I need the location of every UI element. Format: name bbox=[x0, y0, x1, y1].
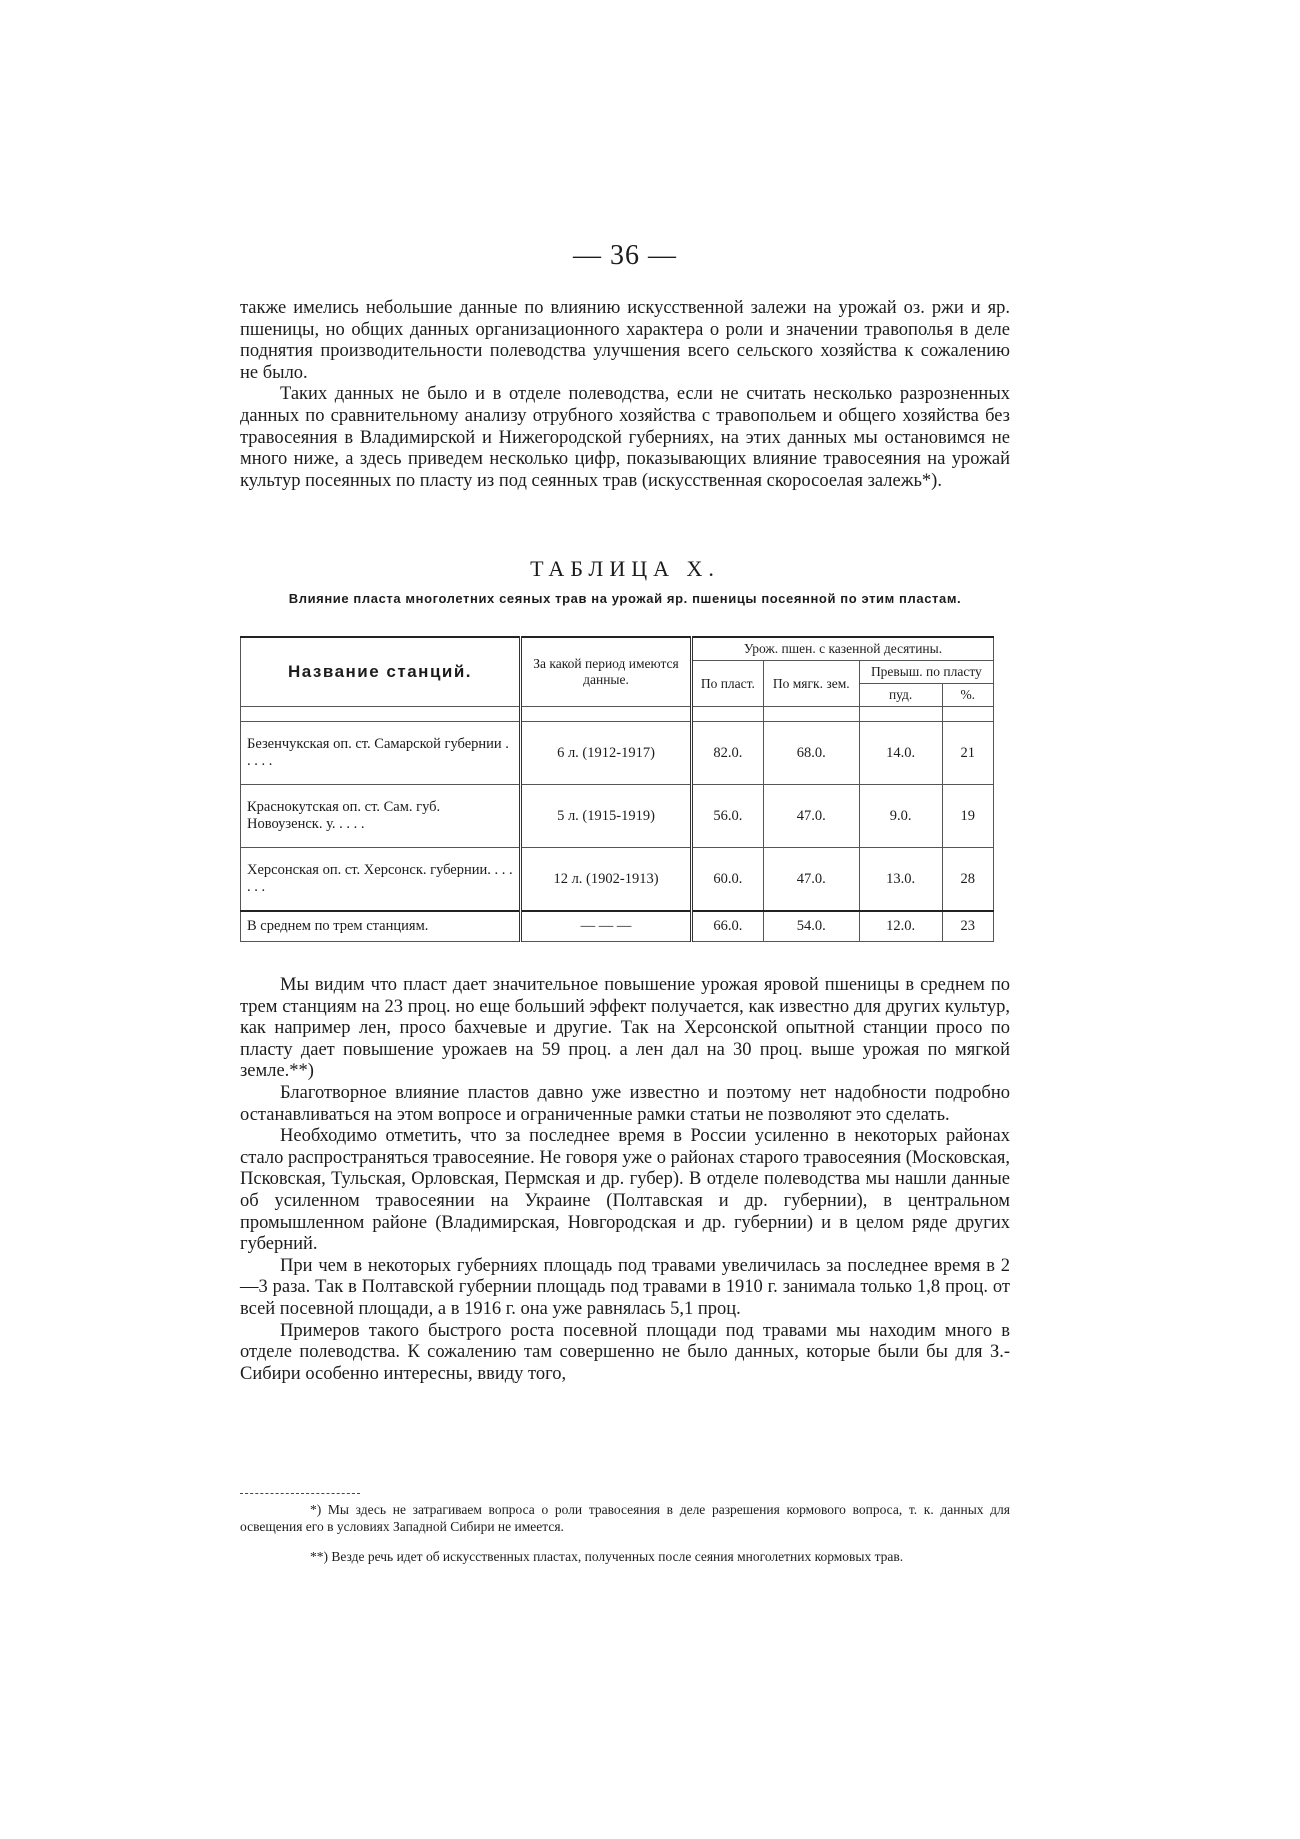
table-row bbox=[241, 848, 994, 912]
paragraph-continuation: также имелись небольшие данные по влиянию искусственной залежи на урожай оз. ржи и яр. пшеницы, но общих данных организационного характера о роли и значении травополья в деле поднятия производительности полеводства улучшения всего сельского хозяйства к сожалению не было. bbox=[240, 298, 1010, 383]
cell-pct: 21 bbox=[942, 722, 993, 785]
paragraph: Необходимо отметить, что за последнее время в России усиленно в некоторых районах стало распространяться травосеяние. Не говоря уже о районах старого травосеяния (Московская, Псковская, Тульская, Орловская, Пермская и др. губер). В отделе полеводства мы нашли данные об усиленном травосеянии на Украине (Полтавская и др. губернии), в центральном промышленном районе (Владимирская, Новгородская и др. губернии) и в целом ряде других губерний. bbox=[240, 1126, 1010, 1255]
header-period: За какой период имеются данные. bbox=[521, 637, 692, 707]
cell-period: — — — bbox=[521, 911, 692, 942]
header-pct: %. bbox=[942, 684, 993, 707]
cell-pud: 13.0. bbox=[859, 848, 942, 912]
paragraph: Благотворное влияние пластов давно уже известно и поэтому нет надобности подробно останавливаться на этом вопросе и ограниченные рамки статьи не позволяют это сделать. bbox=[240, 1082, 1010, 1125]
table-spacer bbox=[241, 707, 994, 722]
footnote-rule bbox=[240, 1493, 360, 1494]
footnote-text: **) Везде речь идет об искусственных пластах, полученных после сеяния многолетних кормовых трав. bbox=[310, 1549, 904, 1564]
paragraph: Таких данных не было и в отделе полеводства, если не считать несколько разрозненных данных по сравнительному анализу отрубного хозяйства с травопольем и общего хозяйства без травосеяния в Владимирской и Нижегородской губерниях, на этих данных мы остановимся не много ниже, а здесь приведем несколько цифр, показывающих влияние травосеяния на урожай культур посеянных по пласту из под сеянных трав (искусственная скоросоелая залежь*). bbox=[240, 384, 1010, 491]
cell-pct: 19 bbox=[942, 785, 993, 848]
table-row bbox=[241, 785, 994, 848]
cell-pud: 12.0. bbox=[859, 911, 942, 942]
header-on-plast: По пласт. bbox=[692, 661, 764, 707]
yield-table bbox=[240, 636, 994, 942]
paragraph: Примеров такого быстрого роста посевной площади под травами мы находим много в отделе полеводства. К сожалению там совершенно не было данных, которые были бы для З.-Сибири особенно интересны, ввиду того, bbox=[240, 1320, 1010, 1384]
cell-station: Краснокутская оп. ст. Сам. губ. Новоузенск. у. . . . . bbox=[241, 785, 521, 848]
text-block-bottom bbox=[240, 975, 1010, 1385]
text-block-top bbox=[240, 298, 1010, 492]
cell-station: Безенчукская оп. ст. Самарской губернии . . . . . bbox=[241, 722, 521, 785]
page-number: — 36 — bbox=[573, 240, 677, 271]
header-yield-group: Урож. пшен. с казенной десятины. bbox=[692, 637, 994, 661]
cell-pud: 9.0. bbox=[859, 785, 942, 848]
cell-period: 12 л. (1902-1913) bbox=[521, 848, 692, 912]
paragraph: При чем в некоторых губерниях площадь под травами увеличилась за последнее время в 2—3 раза. Так в Полтавской губернии площадь под травами в 1910 г. занимала только 1,8 проц. от всей посевной площади, а в 1916 г. она уже равнялась 5,1 проц. bbox=[240, 1255, 1010, 1319]
footnote-1 bbox=[240, 1501, 1010, 1535]
table-header-row bbox=[241, 637, 994, 661]
cell-station: Херсонская оп. ст. Херсонск. губернии. . . . . . . bbox=[241, 848, 521, 912]
cell-pct: 28 bbox=[942, 848, 993, 912]
cell-period: 5 л. (1915-1919) bbox=[521, 785, 692, 848]
footnote-2 bbox=[240, 1548, 1010, 1565]
cell-on-plast: 56.0. bbox=[692, 785, 764, 848]
paragraph: Мы видим что пласт дает значительное повышение урожая яровой пшеницы в среднем по трем станциям на 23 проц. но еще больший эффект получается, как известно для других культур, как например лен, просо бахчевые и другие. Так на Херсонской опытной станции просо по пласту дает повышение урожаев на 59 проц. а лен дал на 30 проц. выше урожая по мягкой земле.**) bbox=[240, 975, 1010, 1082]
cell-pct: 23 bbox=[942, 911, 993, 942]
footnote-text: *) Мы здесь не затрагиваем вопроса о роли травосеяния в деле разрешения кормового вопроса, т. к. данных для освещения его в условиях Западной Сибири не имеется. bbox=[240, 1502, 1010, 1534]
cell-on-soft: 47.0. bbox=[763, 848, 859, 912]
cell-station: В среднем по трем станциям. bbox=[241, 911, 521, 942]
cell-on-plast: 60.0. bbox=[692, 848, 764, 912]
header-on-soft: По мягк. зем. bbox=[763, 661, 859, 707]
cell-on-plast: 66.0. bbox=[692, 911, 764, 942]
header-pud: пуд. bbox=[859, 684, 942, 707]
header-station: Название станций. bbox=[241, 637, 521, 707]
cell-on-soft: 54.0. bbox=[763, 911, 859, 942]
table-row bbox=[241, 722, 994, 785]
header-increase-group: Превыш. по пласту bbox=[859, 661, 993, 684]
table-caption: Влияние пласта многолетних сеяных трав на урожай яр. пшеницы посеянной по этим пластам. bbox=[288, 591, 962, 606]
cell-pud: 14.0. bbox=[859, 722, 942, 785]
cell-on-soft: 68.0. bbox=[763, 722, 859, 785]
cell-on-soft: 47.0. bbox=[763, 785, 859, 848]
cell-on-plast: 82.0. bbox=[692, 722, 764, 785]
cell-period: 6 л. (1912-1917) bbox=[521, 722, 692, 785]
table-heading: ТАБЛИЦА X. bbox=[530, 556, 720, 581]
table-average-row bbox=[241, 911, 994, 942]
